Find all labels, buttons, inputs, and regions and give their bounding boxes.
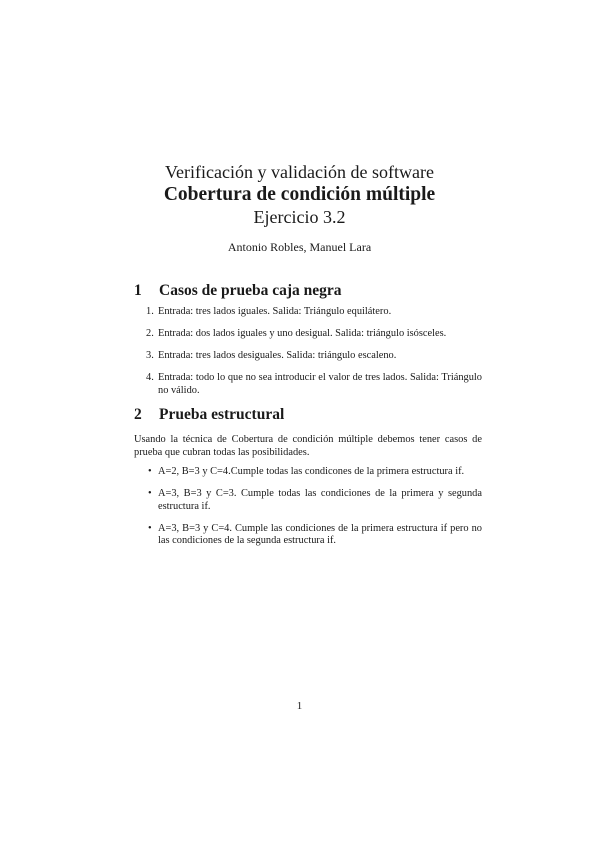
section-title: Prueba estructural bbox=[159, 406, 285, 423]
bullet-text: A=3, B=3 y C=4. Cumple las condiciones de la primera estructura if pero no las condiciones de la segunda estructura if. bbox=[158, 522, 482, 547]
section-number: 2 bbox=[134, 406, 142, 423]
bullet-item bbox=[134, 466, 482, 479]
list-item bbox=[134, 306, 482, 319]
document-subtitle: Cobertura de condición múltiple bbox=[163, 184, 436, 205]
list-item-text: Entrada: todo lo que no sea introducir el valor de tres lados. Salida: Triángulo no válido. bbox=[158, 372, 482, 396]
section-number: 1 bbox=[134, 282, 142, 299]
list-item bbox=[134, 350, 482, 363]
bullet-item bbox=[134, 488, 482, 513]
list-item-text: Entrada: dos lados iguales y uno desigual. Salida: triángulo isósceles. bbox=[158, 328, 447, 340]
section-title: Casos de prueba caja negra bbox=[159, 282, 342, 299]
bullet-text: A=2, B=3 y C=4.Cumple todas las condicones de la primera estructura if. bbox=[158, 466, 465, 477]
title-block bbox=[0, 161, 599, 228]
black-box-test-list bbox=[134, 306, 482, 397]
list-item-text: Entrada: tres lados iguales. Salida: Triángulo equilátero. bbox=[158, 306, 392, 317]
section-1-heading bbox=[134, 282, 342, 300]
list-marker: 2. bbox=[146, 328, 154, 340]
document-title: Verificación y validación de software bbox=[165, 162, 434, 182]
list-marker: 3. bbox=[146, 350, 154, 362]
list-item bbox=[134, 328, 482, 341]
bullet-marker: • bbox=[148, 488, 152, 500]
list-marker: 1. bbox=[146, 306, 154, 317]
structural-test-list bbox=[134, 466, 482, 548]
section-2-heading bbox=[134, 406, 284, 424]
bullet-marker: • bbox=[148, 522, 152, 534]
section-2-intro: Usando la técnica de Cobertura de condición múltiple debemos tener casos de prueba que cubran todas las posibilidades. bbox=[134, 434, 482, 458]
bullet-marker: • bbox=[148, 466, 152, 477]
exercise-label: Ejercicio 3.2 bbox=[253, 207, 346, 227]
list-marker: 4. bbox=[146, 372, 154, 384]
list-item-text: Entrada: tres lados desiguales. Salida: triángulo escaleno. bbox=[158, 350, 397, 362]
bullet-text: A=3, B=3 y C=3. Cumple todas las condiciones de la primera y segunda estructura if. bbox=[158, 488, 482, 512]
list-item bbox=[134, 372, 482, 397]
page-number: 1 bbox=[296, 700, 303, 712]
authors: Antonio Robles, Manuel Lara bbox=[227, 240, 372, 254]
bullet-item bbox=[134, 523, 482, 548]
